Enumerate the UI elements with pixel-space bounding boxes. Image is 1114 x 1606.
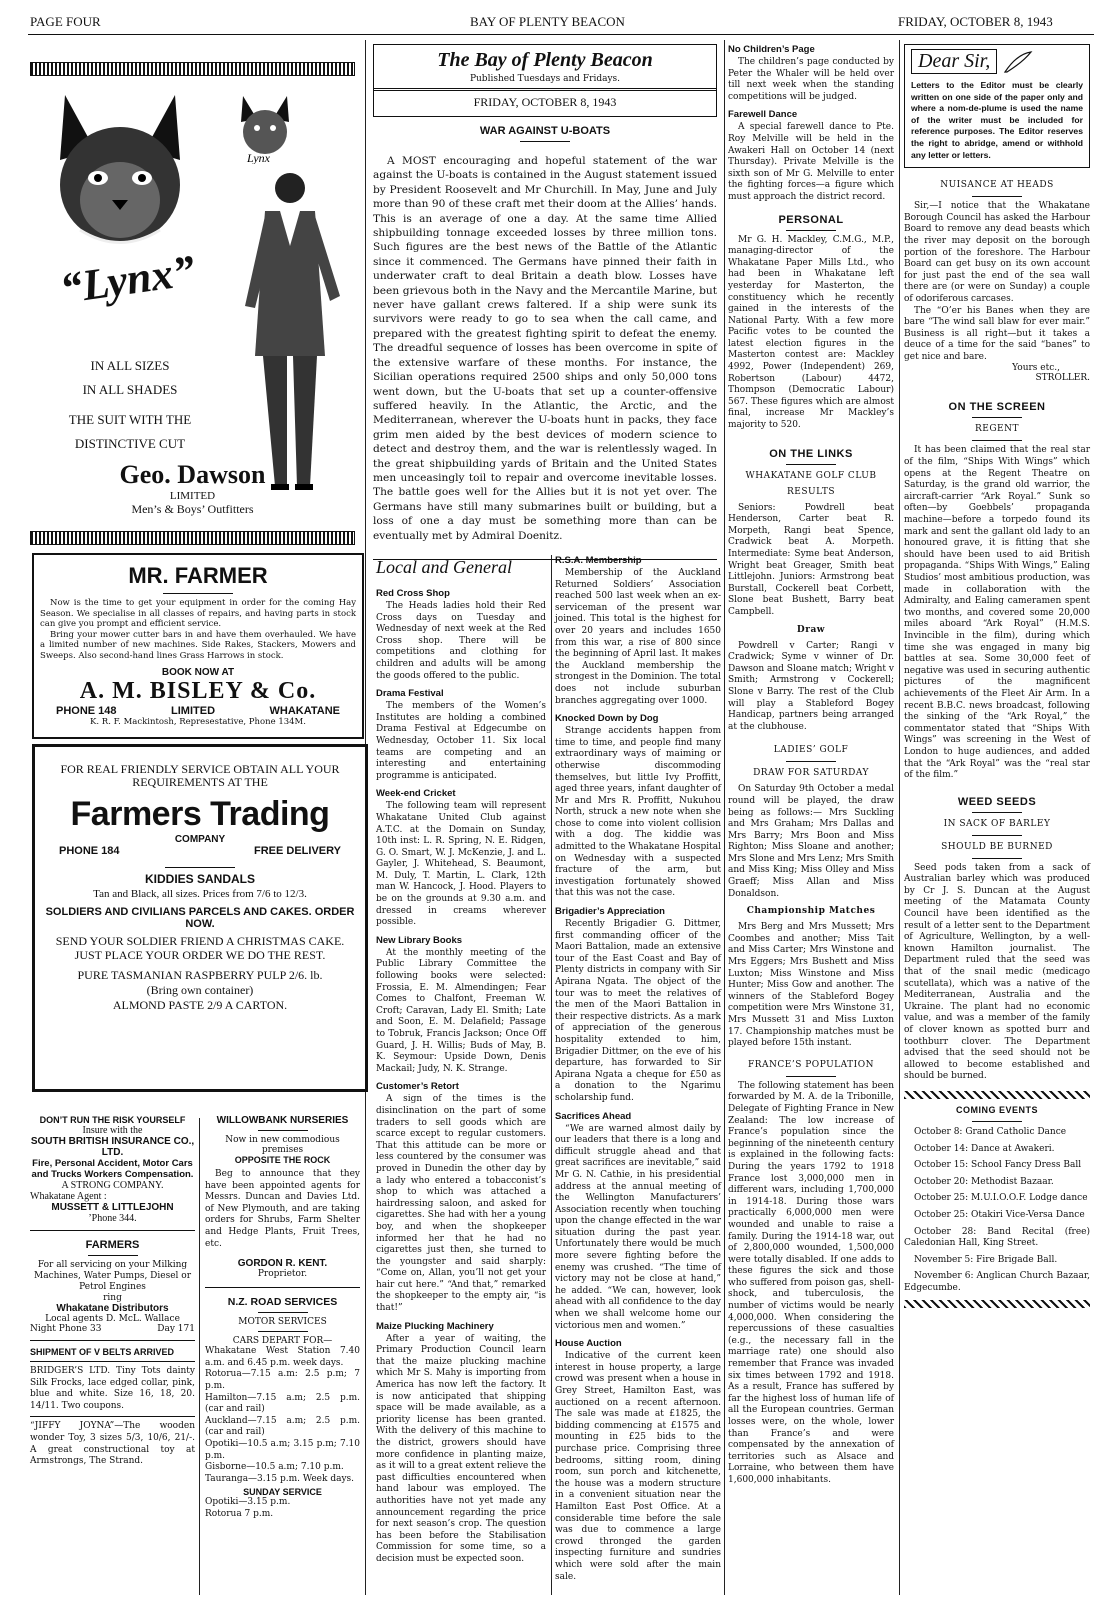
cars-depart: CARS DEPART FOR— xyxy=(232,1336,333,1347)
event-item: November 6: Anglican Church Bazaar, Edgecumbe. xyxy=(904,1271,1090,1293)
france-body: The following statement has been forwarded by M. A. de la Tribonille, Delegate of Fighting France in New Zealand: The low increase of France’s population since the beginning of the nineteenth century is explained in the following facts: During the years 1792 to 1918 France lost 3,000,000 men in different wars, including 1,700,000 in 1914-18. During those wars practically 6,000,000 men were wounded and unable to raise a family. During the 1914-18 war, out of 2,800,000 wounded, 1,500,000 were totally disabled. If one adds to these figures the sick and those who suffered from poison gas, shell-shock, and tuberculosis, the number of victims would be nearly 4,000,000. When considering the repercussions of these casualties (e.g., the necessary fall in the marriage rate) one should also remember that France was invaded six times between 1792 and 1918. As a result, France has suffered by far the highest loss of human life of all the European countries. German losses were, on the whole, lower than France’s and were compensated by the annexation of territories such as Alsace and Lorraine, who between them have 1,600,000 inhabitants. xyxy=(728,1080,894,1485)
news-column-6 xyxy=(904,44,1090,1308)
ladies-body: On Saturday 9th October a medal round will be played, the draw being as follows:— Mrs Suckling and Mrs Graham; Mrs Dallas and Mrs Barry; Mrs Boon and Miss Righton; Miss Sloane and another; Mrs Slone and Mrs Lenz; Mrs Smith and Miss King; Miss Olley and Miss Graeff; Miss Allan and Miss Donaldson. xyxy=(728,784,894,899)
agent-name: MUSSETT & LITTLEJOHN xyxy=(51,1202,174,1213)
event-item: October 28: Band Recital (free) Caledonian Hall, King Street. xyxy=(904,1226,1090,1249)
ad-body: Now is the time to get your equipment in order for the coming Hay Season. We specialise in all classes of repairs, and having parts in stock can give you prompt and efficient service. xyxy=(40,598,356,629)
event-item: October 8: Grand Catholic Dance xyxy=(914,1126,1067,1137)
jiffy-joyna-ad: “JIFFY JOYNA”—The wooden wonder Toy, 3 sizes 5/3, 10/6, 21/-. A great constructional toy at Armstrongs, The Strand. xyxy=(30,1421,195,1467)
column-divider xyxy=(724,40,725,1595)
item-body: Strange accidents happen from time to time, and people find many extraordinary ways of maiming or otherwise discommoding themselves, but little Ivy Proffitt, aged three years, infant daughter of Mr and Mrs R. Proffitt, Nukuhou North, struck a new note when she chose to come into violent collision with a dog. The kiddie was admitted to the Whakatane Hospital on Wednesday with a suspected fracture of the arm, but investigation fortunately showed that this was not the case. xyxy=(555,726,721,899)
draw-body: Powdrell v Carter; Rangi v Cradwick; Syme v winner of Dr. Dawson and Sloane match; Wright v Smith; Armstrong v Cockerell; Slone v Barry. The rest of the Club will play a Stableford Bogey Handicap, partners being arranged at the clubhouse. xyxy=(728,640,894,732)
christmas-cake: SEND YOUR SOLDIER FRIEND A CHRISTMAS CAKE. JUST PLACE YOUR ORDER WE DO THE REST. xyxy=(55,934,345,962)
saturday-heading: DRAW FOR SATURDAY xyxy=(753,768,869,779)
road-title: N.Z. ROAD SERVICES xyxy=(227,1296,338,1309)
sunday-service: SUNDAY SERVICE xyxy=(243,1487,322,1498)
local-general-col1 xyxy=(376,555,546,1566)
agent-phone: ’Phone 344. xyxy=(88,1213,137,1224)
local-general-title: Local and General xyxy=(376,557,512,577)
night-phone: Night Phone 33 xyxy=(30,1324,102,1334)
screen-heading: ON THE SCREEN xyxy=(948,401,1046,414)
championship-heading: Championship Matches xyxy=(746,906,876,917)
road-line: Hamilton—7.15 a.m; 2.5 p.m. (car and rail) xyxy=(205,1392,360,1415)
masthead-published: Published Tuesdays and Fridays. xyxy=(469,74,621,84)
decorative-border xyxy=(904,1300,1090,1308)
events-list xyxy=(904,1127,1090,1295)
local-general-col2 xyxy=(555,555,721,1583)
letters-note: Letters to the Editor must be clearly written on one side of the paper only and where a nom-de-plume is used the name of the writer must be included for reference purposes. The Editor reserves the right to abridge, amend or withhold any letter or letters. xyxy=(911,80,1083,160)
bisley-phone: PHONE 148 xyxy=(56,705,117,717)
column-divider xyxy=(899,40,900,1595)
dawson-name: Geo. Dawson xyxy=(119,460,266,489)
item-heading: Drama Festival xyxy=(376,688,444,700)
editorial-title: WAR AGAINST U-BOATS xyxy=(479,125,611,137)
road-sub: MOTOR SERVICES xyxy=(238,1317,327,1328)
farmers-ring: ring xyxy=(103,1293,122,1303)
willowbank-ad xyxy=(205,1115,360,1520)
willowbank-body: Beg to announce that they have been appointed agents for Messrs. Duncan and Davies Ltd. of New Plymouth, and are taking orders for Shrubs, Farm Shelter and Hedge Plants, Fruit Trees, etc. xyxy=(205,1169,360,1249)
item-heading: R.S.A. Membership xyxy=(555,555,642,566)
event-item: October 14: Dance at Awakeri. xyxy=(914,1143,1055,1154)
item-heading: Maize Plucking Machinery xyxy=(376,1320,494,1332)
willowbank-owner: GORDON R. KENT. xyxy=(237,1258,328,1270)
road-line: Rotorua 7 p.m. xyxy=(205,1508,274,1519)
farmers-body: For all servicing on your Milking Machines, Water Pumps, Diesel or Petrol Engines xyxy=(33,1260,191,1292)
ft-phone: PHONE 184 xyxy=(59,845,120,857)
almond-paste: ALMOND PASTE 2/9 A CARTON. xyxy=(112,998,288,1012)
issue-date: FRIDAY, OCTOBER 8, 1943 xyxy=(898,14,1053,29)
editorial-column xyxy=(373,44,717,560)
mr-farmer-ad xyxy=(32,553,364,739)
dawson-limited: LIMITED xyxy=(169,490,216,502)
event-item: October 20: Methodist Bazaar. xyxy=(914,1176,1054,1187)
item-body: Indicative of the current keen interest in house property, a large crowd was present when a house in Grey Street, Hamilton East, was auctioned on a recent afternoon. The sale was made at £1825, the bidding commencing at £1575 and mounting in £25 bids to the purchase price. Comprising three bedrooms, sitting room, dining room, sun porch and kitchenette, the house was a modern structure in a convenient situation near the Hamilton East Post Office. At a considerable time before the sale was due to commence a large crowd thronged the garden inspecting furniture and sundries which were sold after the main sale. xyxy=(555,1351,721,1582)
small-lynx-icon xyxy=(235,94,295,164)
page-number: PAGE FOUR xyxy=(30,14,101,29)
agent-label: Whakatane Agent : xyxy=(30,1191,107,1202)
day-phone: Day 171 xyxy=(157,1324,195,1334)
event-item: October 25: M.U.I.O.O.F. Lodge dance xyxy=(914,1193,1088,1204)
item-body: The Heads ladies hold their Red Cross days on Tuesday and Wednesday of next week at the Red Cross shop. There will be competitions and clothing for children and adults will be among the goods offered to the public. xyxy=(376,601,546,681)
kiddies-sandals: KIDDIES SANDALS xyxy=(144,872,255,886)
ad-body: Bring your mower cutter bars in and have them overhauled. We have a limited number of new machines. Side Rakes, Stackers, Mowers and Sweeps. Also second-hand lines Grass Harrows in stock. xyxy=(40,629,356,661)
insurance-ad xyxy=(30,1115,195,1468)
suit-man-illustration xyxy=(225,166,355,496)
road-line: Rotorua—7.15 a.m: 2.5 p.m; 7 p.m. xyxy=(205,1369,360,1391)
shipment-title: SHIPMENT OF V BELTS ARRIVED xyxy=(30,1347,175,1357)
decorative-border xyxy=(30,62,355,76)
sandal-prices: Tan and Black, all sizes. Prices from 7/6 to 12/3. xyxy=(93,888,307,900)
item-heading: Week-end Cricket xyxy=(376,788,456,800)
results-heading: RESULTS xyxy=(786,486,835,497)
insurance-types: Fire, Personal Accident, Motor Cars and Trucks Workers Compensation. xyxy=(31,1158,194,1180)
ft-delivery: FREE DELIVERY xyxy=(254,845,341,857)
dear-sir-logo: Dear Sir, xyxy=(911,49,997,74)
road-line: Opotiki—3.15 p.m. xyxy=(205,1497,291,1508)
decorative-border xyxy=(30,531,355,545)
bisley-rep: K. R. F. Mackintosh, Represestative, Phone 134M. xyxy=(90,717,306,727)
company-label: COMPANY xyxy=(174,834,226,845)
weed-sub2: SHOULD BE BURNED xyxy=(941,841,1053,852)
farmers-company: Whakatane Distributors xyxy=(56,1303,169,1314)
willowbank-prop: Proprietor. xyxy=(257,1269,308,1280)
item-heading: Sacrifices Ahead xyxy=(555,1110,632,1122)
dawson-sub: Men’s & Boys’ Outfitters xyxy=(131,502,254,516)
ad-title: MR. FARMER xyxy=(128,563,268,588)
personal-body: Mr G. H. Mackley, C.M.G., M.P., managing-director of the Whakatane Paper Mills Ltd., who had been in Whakatane left yesterday for Masterton, the constituency which he recently gained in the interests of the National Party. With a few more Pacific votes to be counted the latest election figures in the Masterton contest are: Mackley 4992, Power (Independent) 269, Robertson (Labour) 4472, Thompson (Democratic Labour) 567. These figures which are almost final, increase Mr Mackley’s majority to 520. xyxy=(728,234,894,431)
bisley-name: A. M. BISLEY & Co. xyxy=(79,678,317,704)
item-body: Membership of the Auckland Returned Soldiers’ Association reached 500 last week when an ex-serviceman of the present war joined. This total is the highest for over 20 years and includes 1650 from this war, a rise of 800 since the beginning of April last. It makes the Auckland membership the strongest in the Dominion. The total does not include suburban branches aggregating over 1000. xyxy=(555,568,721,706)
ad-intro: FOR REAL FRIENDLY SERVICE OBTAIN ALL YOUR REQUIREMENTS AT THE xyxy=(60,762,340,789)
letters-box xyxy=(904,44,1090,168)
nuisance-heading: NUISANCE AT HEADS xyxy=(940,180,1054,191)
item-body: A sign of the times is the disinclination on the part of some traders to sell goods which are scarce except to regular customers. That this attitude can be more or less countered by the consumer was proved in Dunedin the other day by a lady who entered a tobacconist’s shop to which was attached a hairdressing saloon, and asked for cigarettes. She had with her a young boy, and when the shopkeeper informed her that he had no cigarettes just then, she turned to the youngster and said sharply: “Come on, Allan, you’ll not get your hair cut here.” “And that,” remarked the shopkeeper to the empty air, “is that!” xyxy=(376,1094,546,1314)
willowbank-now: Now in new commodious premises xyxy=(225,1135,340,1155)
newspaper-name: BAY OF PLENTY BEACON xyxy=(470,14,625,29)
regent-heading: REGENT xyxy=(975,424,1019,435)
item-heading: Knocked Down by Dog xyxy=(555,713,659,725)
weed-sub1: IN SACK OF BARLEY xyxy=(943,818,1051,829)
news-column-5 xyxy=(728,44,894,1487)
item-body: After a year of waiting, the Primary Production Council learn that the maize plucking machine which Mr S. Mahy is importing from America has now left the factory. It is now anticipated that shipping space will be made available, as a priority license has been granted. With the delivery of this machine to the district, growers should have more confidence in planting maize, as it will to a great extent relieve the past difficulties encountered when hand labour was employed. The authorities have not yet made any announcement regarding the price for next season’s crop. The question has been before the Stabilisation Commission for some time, so a decision must be expected soon. xyxy=(376,1333,546,1564)
item-heading: Red Cross Shop xyxy=(376,588,450,599)
children-heading: No Children’s Page xyxy=(728,44,815,55)
willowbank-title: WILLOWBANK NURSERIES xyxy=(216,1115,349,1126)
road-line: Auckland—7.15 a.m; 2.5 p.m. (car and rail) xyxy=(205,1415,360,1438)
farmers-title: FARMERS xyxy=(85,1239,140,1251)
farmers-trading-name: Farmers Trading xyxy=(70,795,330,833)
event-item: October 25: Otakiri Vice-Versa Dance xyxy=(914,1209,1085,1220)
draw-heading: Draw xyxy=(796,624,826,635)
item-body: “We are warned almost daily by our leaders that there is a long and difficult struggle ahead and that great sacrifices are inevitable,” said Mr G. N. Cathie, in his presidential address at the annual meeting of the Wellington Manufacturers’ Association recently when touching upon the change effected in the war situation during the past year. Unfortunately there would be much more severe fighting before the enemy was crushed. “The time of victory may not be close at hand,” he added. “We can, however, look ahead with all confidence to the day when we shall welcome home our victorious men and women.” xyxy=(555,1123,721,1331)
weed-body: Seed pods taken from a sack of Australian barley which was produced by Cr J. S. Duncan at the August meeting of the Matamata County Council have been identified as the result of a letter sent to the Department of Agriculture, Wellington, by a well-known Hamilton journalist. The Department ruled that the seed was that of the snail medic (medicago scutellata), which was a native of the Mediterranean, Australia and the Ukraine. The plant had no economic value, and was a member of the family of clover known as spotted burr and toothburr clover. The Department advised that the seed should not be allowed to become established and should be burned. xyxy=(904,862,1090,1082)
editorial-body: A MOST encouraging and hopeful statement of the war against the U-boats is contained in the August statement issued by President Roosevelt and Mr Churchill. In May, June and July more than 90 of these craft met their doom at the Allies’ hands. This is an average of one a day. At the same time Allied shipbuilding tonnage exceeded losses by three million tons. Such figures are the best news of the Battle of the Atlantic since it commenced. The Germans have pinned their faith in underwater craft to deal Britain a death blow. Losses have been grievous both in the Navy and the Mercantile Marine, but never have gallant crews faltered. If a ship were sunk its survivors were ready to go to sea when the call came, and prepared with the greatest fighting spirit to defeat the enemy. The dreadful sequence of losses has been overcome in spite of the extensive warfare of these months. For instance, the Sicilian operations required 2500 ships and only 50,000 tons went down, but the U-boats that set up a counter-offensive suffered heavily. In the Atlantic, the Arctic, and the Mediterranean, wherever the U-boats hunt in packs, they face grim men aided by the best devices of modern science to detect and destroy them, and the war is relentlessly waged. In the great shipbuilding yards of Britain and the United States men unceasingly toil to repair and overcome inevitable losses. The battle goes well for the Allies but it is not yet over. The Germans have still many submarines built or building, but a loss of one a day must be something more than can be eventually met by Admiral Doenitz. xyxy=(373,155,717,542)
strong-company: A STRONG COMPANY. xyxy=(61,1180,164,1191)
road-line: Whakatane West Station 7.40 a.m. and 6.45 p.m. week days. xyxy=(205,1346,360,1368)
children-body: The children’s page conducted by Peter the Whaler will be held over till next week when the standing competitions will be judged. xyxy=(728,57,894,102)
bisley-limited: LIMITED xyxy=(171,705,216,717)
svg-text:Lynx: Lynx xyxy=(247,151,270,164)
farewell-heading: Farewell Dance xyxy=(728,109,798,121)
decorative-border xyxy=(904,1091,1090,1099)
lynx-ad xyxy=(30,62,355,545)
event-item: October 15: School Fancy Dress Ball xyxy=(914,1160,1082,1171)
item-body: The members of the Women’s Institutes are holding a combined Drama Festival at Edgecumbe on Wednesday, October 11. Six local teams are competing and an interesting and entertaining programme is anticipated. xyxy=(376,701,546,781)
road-line: Tauranga—3.15 p.m. Week days. xyxy=(205,1473,355,1484)
nuisance-body: Sir,—I notice that the Whakatane Borough Council has asked the Harbour Board to remove any dead beasts which the river may deposit on the borough portion of the foreshore. The Harbour Board can get busy on its own account for just past the end of the sea wall there are (or were on Sunday) a couple of odoriferous carcases. xyxy=(904,201,1090,304)
event-item: November 5: Fire Brigade Ball. xyxy=(914,1254,1058,1265)
bridgers-ad: BRIDGER’S LTD. Tiny Tots dainty Silk Frocks, lace edged collar, pink, blue and white. Size 16, 18, 20. 14/11. Two coupons. xyxy=(30,1366,195,1411)
own-container: (Bring own container) xyxy=(146,983,254,997)
item-heading: House Auction xyxy=(555,1338,622,1350)
farewell-body: A special farewell dance to Pte. Roy Melville will be held in the Awakeri Hall on October 14 (next Thursday). Private Melville is the sixth son of Mr G. Melville to enter the fighting forces—a figure which must approach the district record. xyxy=(728,122,894,202)
masthead-title: The Bay of Plenty Beacon xyxy=(437,49,653,71)
lynx-tagline: IN ALL SIZES IN ALL SHADES THE SUIT WITH THE DISTINCTIVE CUT xyxy=(68,358,192,451)
item-body: At the monthly meeting of the Public Library Committee the following books were selected: Frossia, E. M. Almendingen; Fear Comes to Chalfont, Freeman W. Croft; Caravan, Lady El. Smith; Late and Soon, E. M. Delafield; Passage to Tobruk, Francis Jackson; Once Off Guard, J. H. Willis; Buds of May, B. K. Seymour: Upside Down, Denis Mackail; Judy, N. K. Strange. xyxy=(376,947,546,1074)
lynx-brand-logo: “Lynx” xyxy=(57,245,199,314)
insurance-line2: Insure with the xyxy=(82,1125,143,1136)
weed-heading: WEED SEEDS xyxy=(957,795,1037,808)
header-rule xyxy=(28,34,1094,35)
item-heading: New Library Books xyxy=(376,934,463,946)
book-now: BOOK NOW AT xyxy=(161,667,235,678)
bisley-town: WHAKATANE xyxy=(269,705,340,717)
road-line: Gisborne—10.5 a.m; 7.10 p.m. xyxy=(205,1462,344,1473)
road-line: Opotiki—10.5 a.m; 3.15 p.m; 7.10 p.m. xyxy=(205,1438,360,1461)
item-body: Recently Brigadier G. Dittmer, first commanding officer of the Maori Battalion, made an extensive tour of the East Coast and Bay of Plenty districts in company with Sir Apirana Ngata. The object of the tour was to meet the relatives of the men of the Maori Battalion in their respective districts. As a mark of appreciation of the generous hospitality extended to him, Brigadier Dittmer, on the eve of his departure, has forwarded to Sir Apirana Ngata a cheque for £50 as a donation to the Ngarimu scholarship fund. xyxy=(555,919,721,1103)
nuisance-poem: The “O’er his Banes when they are bare “The wind sall blaw for ever mair.” Business is all right—but it takes a deuce of a time for the said “banes” to get nice and bare. xyxy=(904,305,1090,362)
insurance-line1: DON’T RUN THE RISK YOURSELF xyxy=(39,1115,186,1125)
farmers-trading-ad xyxy=(32,744,368,1092)
insurance-company: SOUTH BRITISH INSURANCE CO., LTD. xyxy=(30,1136,195,1158)
results-body: Seniors: Powdrell beat Henderson, Carter beat R. Morpeth, Rangi beat Spence, Cradwick beat A. Morpeth. Intermediate: Syme beat Anderson, Wright beat Greager, Smith beat Littlejohn. Juniors: Armstrong beat Burstall, Cockerell beat Corbett, Slone beat Bushett, Barry beat Campbell. xyxy=(728,502,894,617)
golf-club: WHAKATANE GOLF CLUB xyxy=(745,470,877,481)
column-divider xyxy=(551,555,552,1595)
screen-body: It has been claimed that the real star of the film, “Ships With Wings” which opens at the Regent Theatre on Saturday, is the grand old warrior, the aircraft-carrier “Ark Royal.” Sunk so often—by Goebbels’ propaganda machine—before a torpedo found its mark and sent the gallant old lady to an honoured grave, it is fitting that she should have been used to aid British propaganda. “Ships With Wings,” Ealing Studios’ most ambitious production, was made in collaboration with the Admiralty, and Ealing cameramen spent two months, and covered some 20,000 miles aboard “Ark Royal” (H.M.S. Invincible in the film), during which time she was engaged in many big battles at sea. Some 30,000 feet of negative was used in securing authentic pictures of the magnificent achievements of the Fleet Air Arm. In a recent B.B.C. news broadcast, following the sinking of the “Ark Royal,” the commentator stated that “Ships With Wings” was screening in the West of London to huge audiences, and added that the “Ark Royal” was the “real star of the film.” xyxy=(904,445,1090,781)
yours-etc: Yours etc., xyxy=(1012,363,1060,374)
raspberry-pulp: PURE TASMANIAN RASPBERRY PULP 2/6. lb. xyxy=(77,968,323,982)
events-heading: COMING EVENTS xyxy=(955,1104,1038,1115)
personal-heading: PERSONAL xyxy=(778,213,844,226)
links-heading: ON THE LINKS xyxy=(769,447,853,460)
item-body: The following team will represent Whakatane United Club against A.T.C. at the Domain on Sunday, 10th inst: L. R. Spring, N. E. Ridgen, G. O. Smart, W. J. McKenzie, J. and L. Gayler, J. Whitehead, S. Beaumont, M. Duly, T. Martin, L. Clark, 12th man W. Hancock, J. Hood. Players to be on the grounds at 9.30 a.m. and dressed in creams wherever possible. xyxy=(376,801,546,928)
item-heading: Brigadier’s Appreciation xyxy=(555,906,665,918)
ladies-golf-heading: LADIES’ GOLF xyxy=(773,745,849,756)
stroller: STROLLER. xyxy=(1035,373,1090,384)
editorial-date: FRIDAY, OCTOBER 8, 1943 xyxy=(473,95,617,109)
item-heading: Customer’s Retort xyxy=(376,1081,459,1093)
lynx-head-icon xyxy=(40,90,200,250)
column-divider xyxy=(199,1118,200,1595)
willowbank-opposite: OPPOSITE THE ROCK xyxy=(234,1155,331,1165)
championship-body: Mrs Berg and Mrs Mussett; Mrs Coombes and another; Miss Tait and Miss Carter; Mrs Winstone and Mrs Eggers; Mrs Bushett and Miss Luxton; Miss Winstone and Miss Hunter; Miss Gow and another. The winners of the Stableford Bogey competition were Mrs Winstone 31, Mrs Mussett 31 and Miss Luxton 17. Championship matches must be played before 15th instant. xyxy=(728,922,894,1049)
soldiers-parcels: SOLDIERS AND CIVILIANS PARCELS AND CAKES. ORDER NOW. xyxy=(45,906,355,930)
quill-pen-icon xyxy=(1003,50,1033,74)
farmers-agents: Local agents D. McL. Wallace xyxy=(45,1314,180,1324)
france-heading: FRANCE’S POPULATION xyxy=(748,1059,874,1070)
